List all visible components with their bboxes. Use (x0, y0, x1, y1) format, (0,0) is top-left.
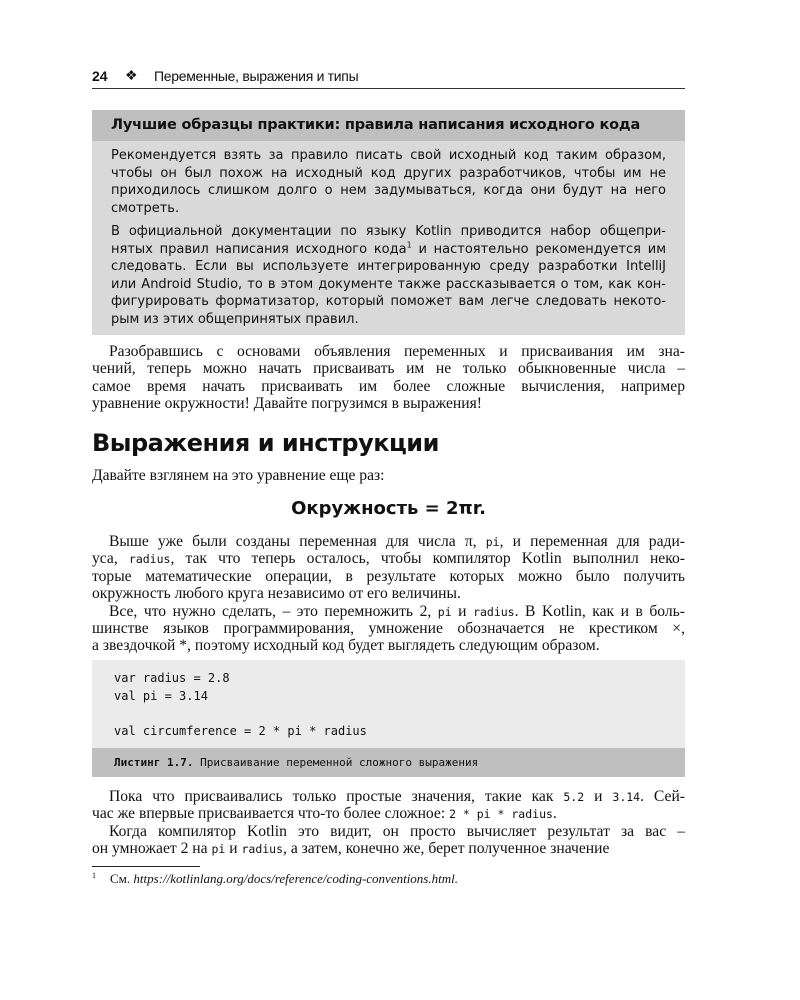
text-line (111, 276, 666, 294)
paragraph-part (92, 788, 685, 823)
text-line (111, 258, 666, 276)
text: он умножает 2 на (92, 840, 212, 858)
text-line (111, 200, 666, 218)
separator-ornament-icon: ❖ (125, 67, 138, 83)
text: нятых правил написания исходного кода (111, 241, 407, 257)
text: . Сей- (640, 788, 685, 805)
text: окружность любого круга независимо от его величины. (92, 585, 461, 603)
text-line (92, 467, 685, 484)
text: Давайте взглянем на это уравнение еще раз: (92, 467, 385, 484)
paragraph-part (92, 823, 685, 858)
best-practice-sidebar (92, 110, 685, 335)
text: смотреть. (111, 200, 180, 216)
text-line (111, 293, 666, 311)
listing-label: Листинг 1.7. (114, 756, 194, 769)
text: , а затем, конечно же, берет полученное значение (283, 840, 610, 858)
code-listing (92, 660, 685, 748)
inline-code: radius (241, 842, 284, 857)
code-block (92, 660, 685, 740)
text: шинстве языков программирования, умножение обозначается не крестиком ×, (92, 619, 685, 637)
text: Выше уже были созданы переменная для числа π, (109, 533, 486, 550)
text: Когда компилятор Kotlin это видит, он просто вычисляет результат за вас – (109, 822, 685, 840)
code-line (114, 705, 685, 723)
paragraph-part (92, 603, 685, 655)
text-line (92, 840, 685, 857)
text: и (451, 602, 474, 620)
text: и (225, 840, 242, 858)
text-line (111, 311, 666, 329)
paragraph-part (92, 533, 685, 603)
paragraph (92, 343, 685, 413)
inline-code: 3.14 (612, 790, 641, 804)
text: , так что теперь осталось, чтобы компилятор Kotlin выполнил неко- (170, 550, 685, 568)
page-number: 24 (92, 68, 108, 84)
text: следовать. Если вы используете интегрированную среду разработки IntelliJ (111, 259, 666, 274)
text-line (92, 585, 685, 602)
inline-code: pi (485, 535, 500, 549)
paragraph (92, 788, 685, 858)
text: , и переменная для ради- (499, 533, 685, 550)
section-heading: Выражения и инструкции (92, 429, 439, 457)
code-line: var radius = 2.8 (114, 671, 230, 685)
text: или Android Studio, то в этом документе также рассказывается о том, как кон- (111, 276, 666, 292)
text-line (92, 395, 685, 412)
inline-code: pi (211, 842, 226, 857)
text-line (92, 823, 685, 840)
text: уса, (92, 550, 129, 568)
footnote (92, 871, 458, 887)
text: Разобравшись с основами объявления переменных и присваивания им зна- (109, 343, 685, 360)
text: Рекомендуется взять за правило писать свой исходный код таким образом, (111, 148, 666, 163)
chapter-title: Переменные, выражения и типы (154, 68, 359, 84)
text-line (111, 182, 666, 200)
text: а звездочкой *, поэтому исходный код будет выглядеть следующим образом. (92, 637, 600, 655)
footnote-prefix: См. (110, 871, 134, 886)
inline-code: pi (437, 604, 452, 619)
formula: Окружность = 2πr. (291, 498, 486, 519)
text: фигурировать форматизатор, который поможет вам легче следовать некото- (111, 294, 666, 309)
text-line (92, 568, 685, 585)
text-line (92, 360, 685, 377)
footnote-rule (92, 866, 200, 867)
text-line (92, 805, 685, 822)
text: рым из этих общепринятых правил. (111, 311, 359, 327)
code-line: val circumference = 2 * pi * radius (114, 723, 367, 738)
text: В официальной документации по языку Kotlin приводится набор общепри- (111, 224, 666, 239)
text: Все, что нужно сделать, – это перемножить 2, (109, 602, 438, 620)
text: чтобы он был похож на исходный код других разработчиков, чтобы им не (111, 165, 666, 181)
footnote-marker: 1 (92, 871, 96, 880)
listing-caption-text: Присваивание переменной сложного выражения (193, 756, 479, 769)
text-line (92, 620, 685, 637)
listing-caption (92, 748, 685, 777)
text-line (111, 165, 666, 183)
sidebar-body (92, 141, 685, 328)
text: приходилось слишком долго о нем задумываться, когда они будут на него (111, 183, 666, 198)
inline-code: radius (473, 604, 515, 619)
text: и настоятельно рекомендуется им (411, 241, 666, 257)
running-header (92, 66, 685, 89)
sidebar-paragraph (111, 223, 666, 328)
paragraph (92, 533, 685, 655)
text-line (92, 637, 685, 654)
text: час же впервые присваивается что-то более сложное: (92, 805, 450, 823)
text: Пока что присваивались только простые значения, такие как (109, 788, 564, 805)
text-line (92, 603, 685, 620)
text-line (92, 533, 685, 550)
text-line (92, 788, 685, 805)
text-line (92, 378, 685, 395)
text: торые математические операции, в результате которых можно было получить (92, 567, 685, 585)
sidebar-title: Лучшие образцы практики: правила написания исходного кода (92, 110, 685, 141)
text-line (111, 241, 666, 259)
sidebar-paragraph (111, 147, 666, 217)
text: . В Kotlin, как и в боль- (514, 602, 685, 620)
footnote-link[interactable]: https://kotlinlang.org/docs/reference/coding-conventions.html. (133, 871, 458, 886)
text-line (92, 343, 685, 360)
inline-code: 2 * pi * radius (449, 807, 553, 822)
text: . (552, 805, 557, 823)
text-line (111, 147, 666, 165)
text: и (584, 788, 613, 805)
paragraph (92, 467, 685, 484)
text: уравнение окружности! Давайте погрузимся в выражения! (92, 395, 482, 413)
text: чений, теперь можно начать присваивать им не только обыкновенные числа – (92, 360, 685, 378)
inline-code: 5.2 (563, 790, 585, 804)
text-line (92, 550, 685, 567)
inline-code: radius (128, 552, 171, 567)
text-line (111, 223, 666, 241)
footnote-reference: 1 (406, 240, 412, 250)
code-line: val pi = 3.14 (114, 688, 208, 703)
text: самое время начать присваивать им более сложные вычисления, например (92, 377, 685, 395)
